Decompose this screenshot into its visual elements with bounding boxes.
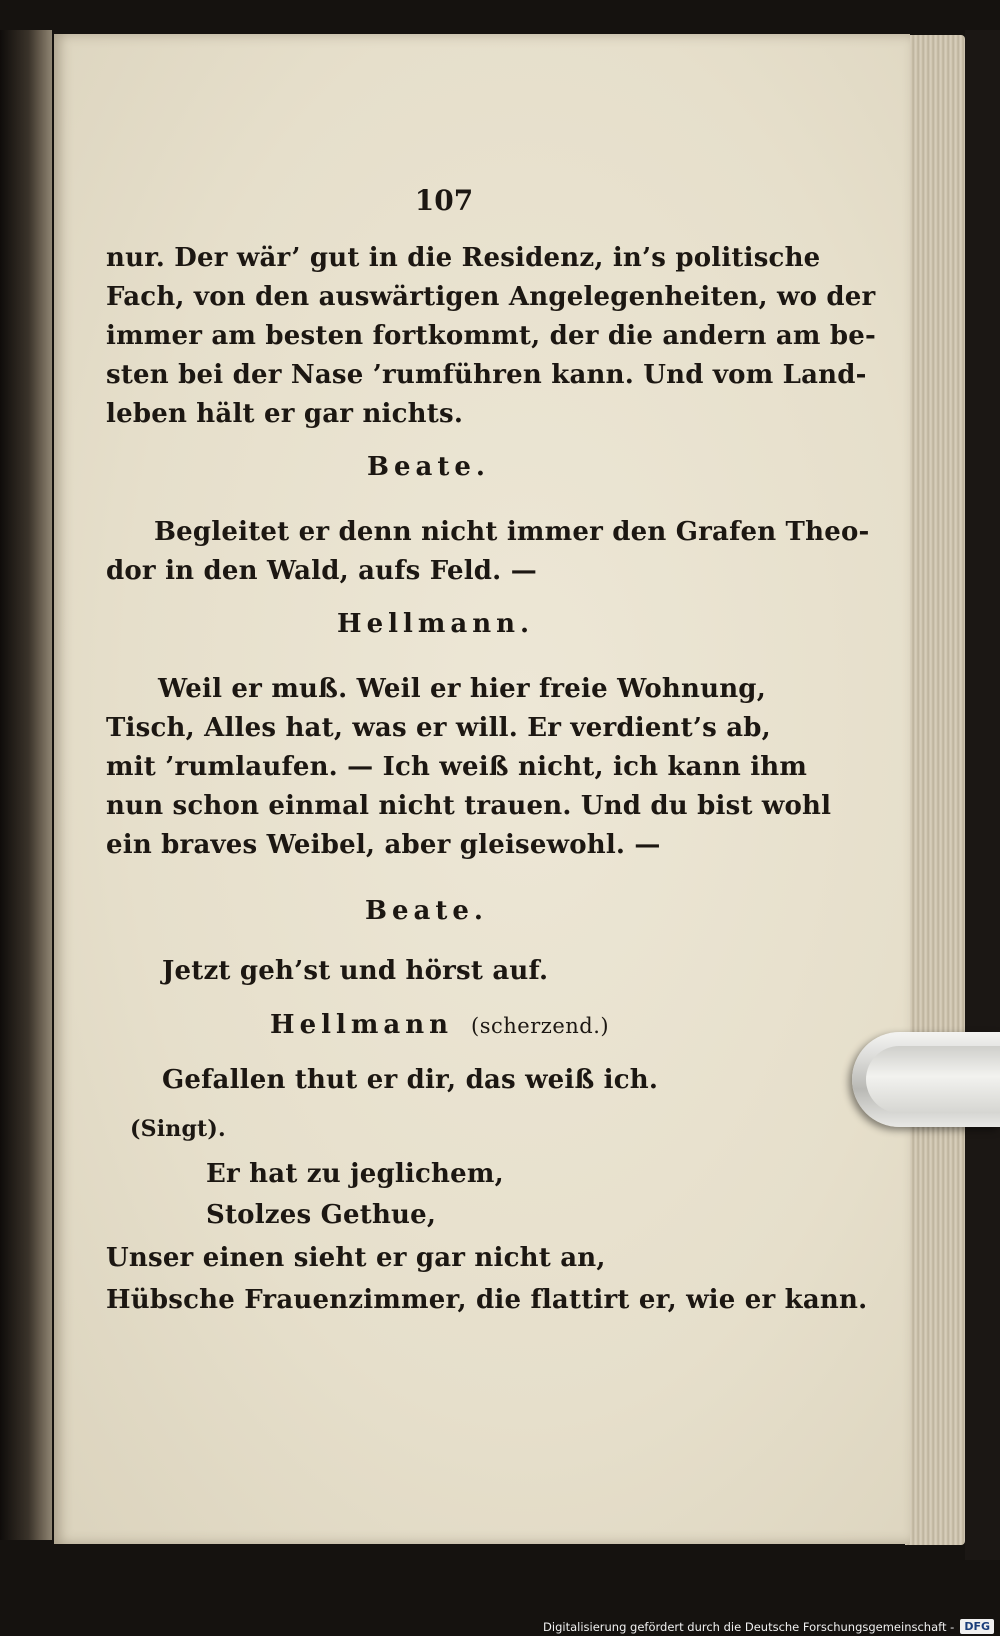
speaker-hellmann-2 — [270, 1010, 609, 1040]
speaker-hellmann-2-name: Hellmann — [270, 1010, 454, 1040]
text-line-4: sten bei der Nase ’rumführen kann. Und vom Land- — [106, 360, 867, 390]
magnifier-handle-icon — [852, 1032, 1000, 1127]
dfg-logo: DFG — [960, 1619, 994, 1634]
stage-direction: (scherzend.) — [471, 1014, 610, 1038]
beate-line-1: Begleitet er denn nicht immer den Grafen Theo- — [154, 517, 870, 547]
page-number: 107 — [414, 184, 474, 217]
hellmann-line-2: Tisch, Alles hat, was er will. Er verdient’s ab, — [106, 713, 771, 743]
stage-direction-sings: (Singt). — [130, 1116, 226, 1142]
hellmann-line-1: Weil er muß. Weil er hier freie Wohnung, — [158, 674, 766, 704]
page-edges-stack — [905, 35, 965, 1545]
text-line-3: immer am besten fortkommt, der die andern am be- — [106, 321, 876, 351]
text-line-1: nur. Der wär’ gut in die Residenz, in’s politische — [106, 243, 821, 273]
beate-line-3: Jetzt geh’st und hörst auf. — [162, 956, 549, 986]
hellmann-line-5: ein braves Weibel, aber gleisewohl. — — [106, 830, 661, 860]
hellmann-line-4: nun schon einmal nicht trauen. Und du bist wohl — [106, 791, 832, 821]
song-line-1: Er hat zu jeglichem, — [206, 1159, 504, 1189]
speaker-hellmann-1: Hellmann. — [337, 609, 535, 639]
page-text — [54, 34, 910, 1544]
beate-line-2: dor in den Wald, aufs Feld. — — [106, 556, 537, 586]
hellmann-line-3: mit ’rumlaufen. — Ich weiß nicht, ich kann ihm — [106, 752, 808, 782]
footer-text: Digitalisierung gefördert durch die Deutsche Forschungsgemeinschaft - — [543, 1619, 955, 1634]
book-page — [54, 34, 910, 1544]
text-line-2: Fach, von den auswärtigen Angelegenheiten, wo der — [106, 282, 876, 312]
song-line-4: Hübsche Frauenzimmer, die flattirt er, wie er kann. — [106, 1285, 868, 1315]
right-dark-margin — [965, 30, 1000, 1560]
speaker-beate-2: Beate. — [365, 896, 488, 926]
song-line-3: Unser einen sieht er gar nicht an, — [106, 1243, 606, 1273]
left-book-edge — [0, 30, 52, 1540]
digitization-footer — [543, 1617, 994, 1636]
song-line-2: Stolzes Gethue, — [206, 1200, 437, 1230]
text-line-5: leben hält er gar nichts. — [106, 399, 464, 429]
hellmann-line-6: Gefallen thut er dir, das weiß ich. — [162, 1065, 659, 1095]
speaker-beate-1: Beate. — [367, 452, 490, 482]
